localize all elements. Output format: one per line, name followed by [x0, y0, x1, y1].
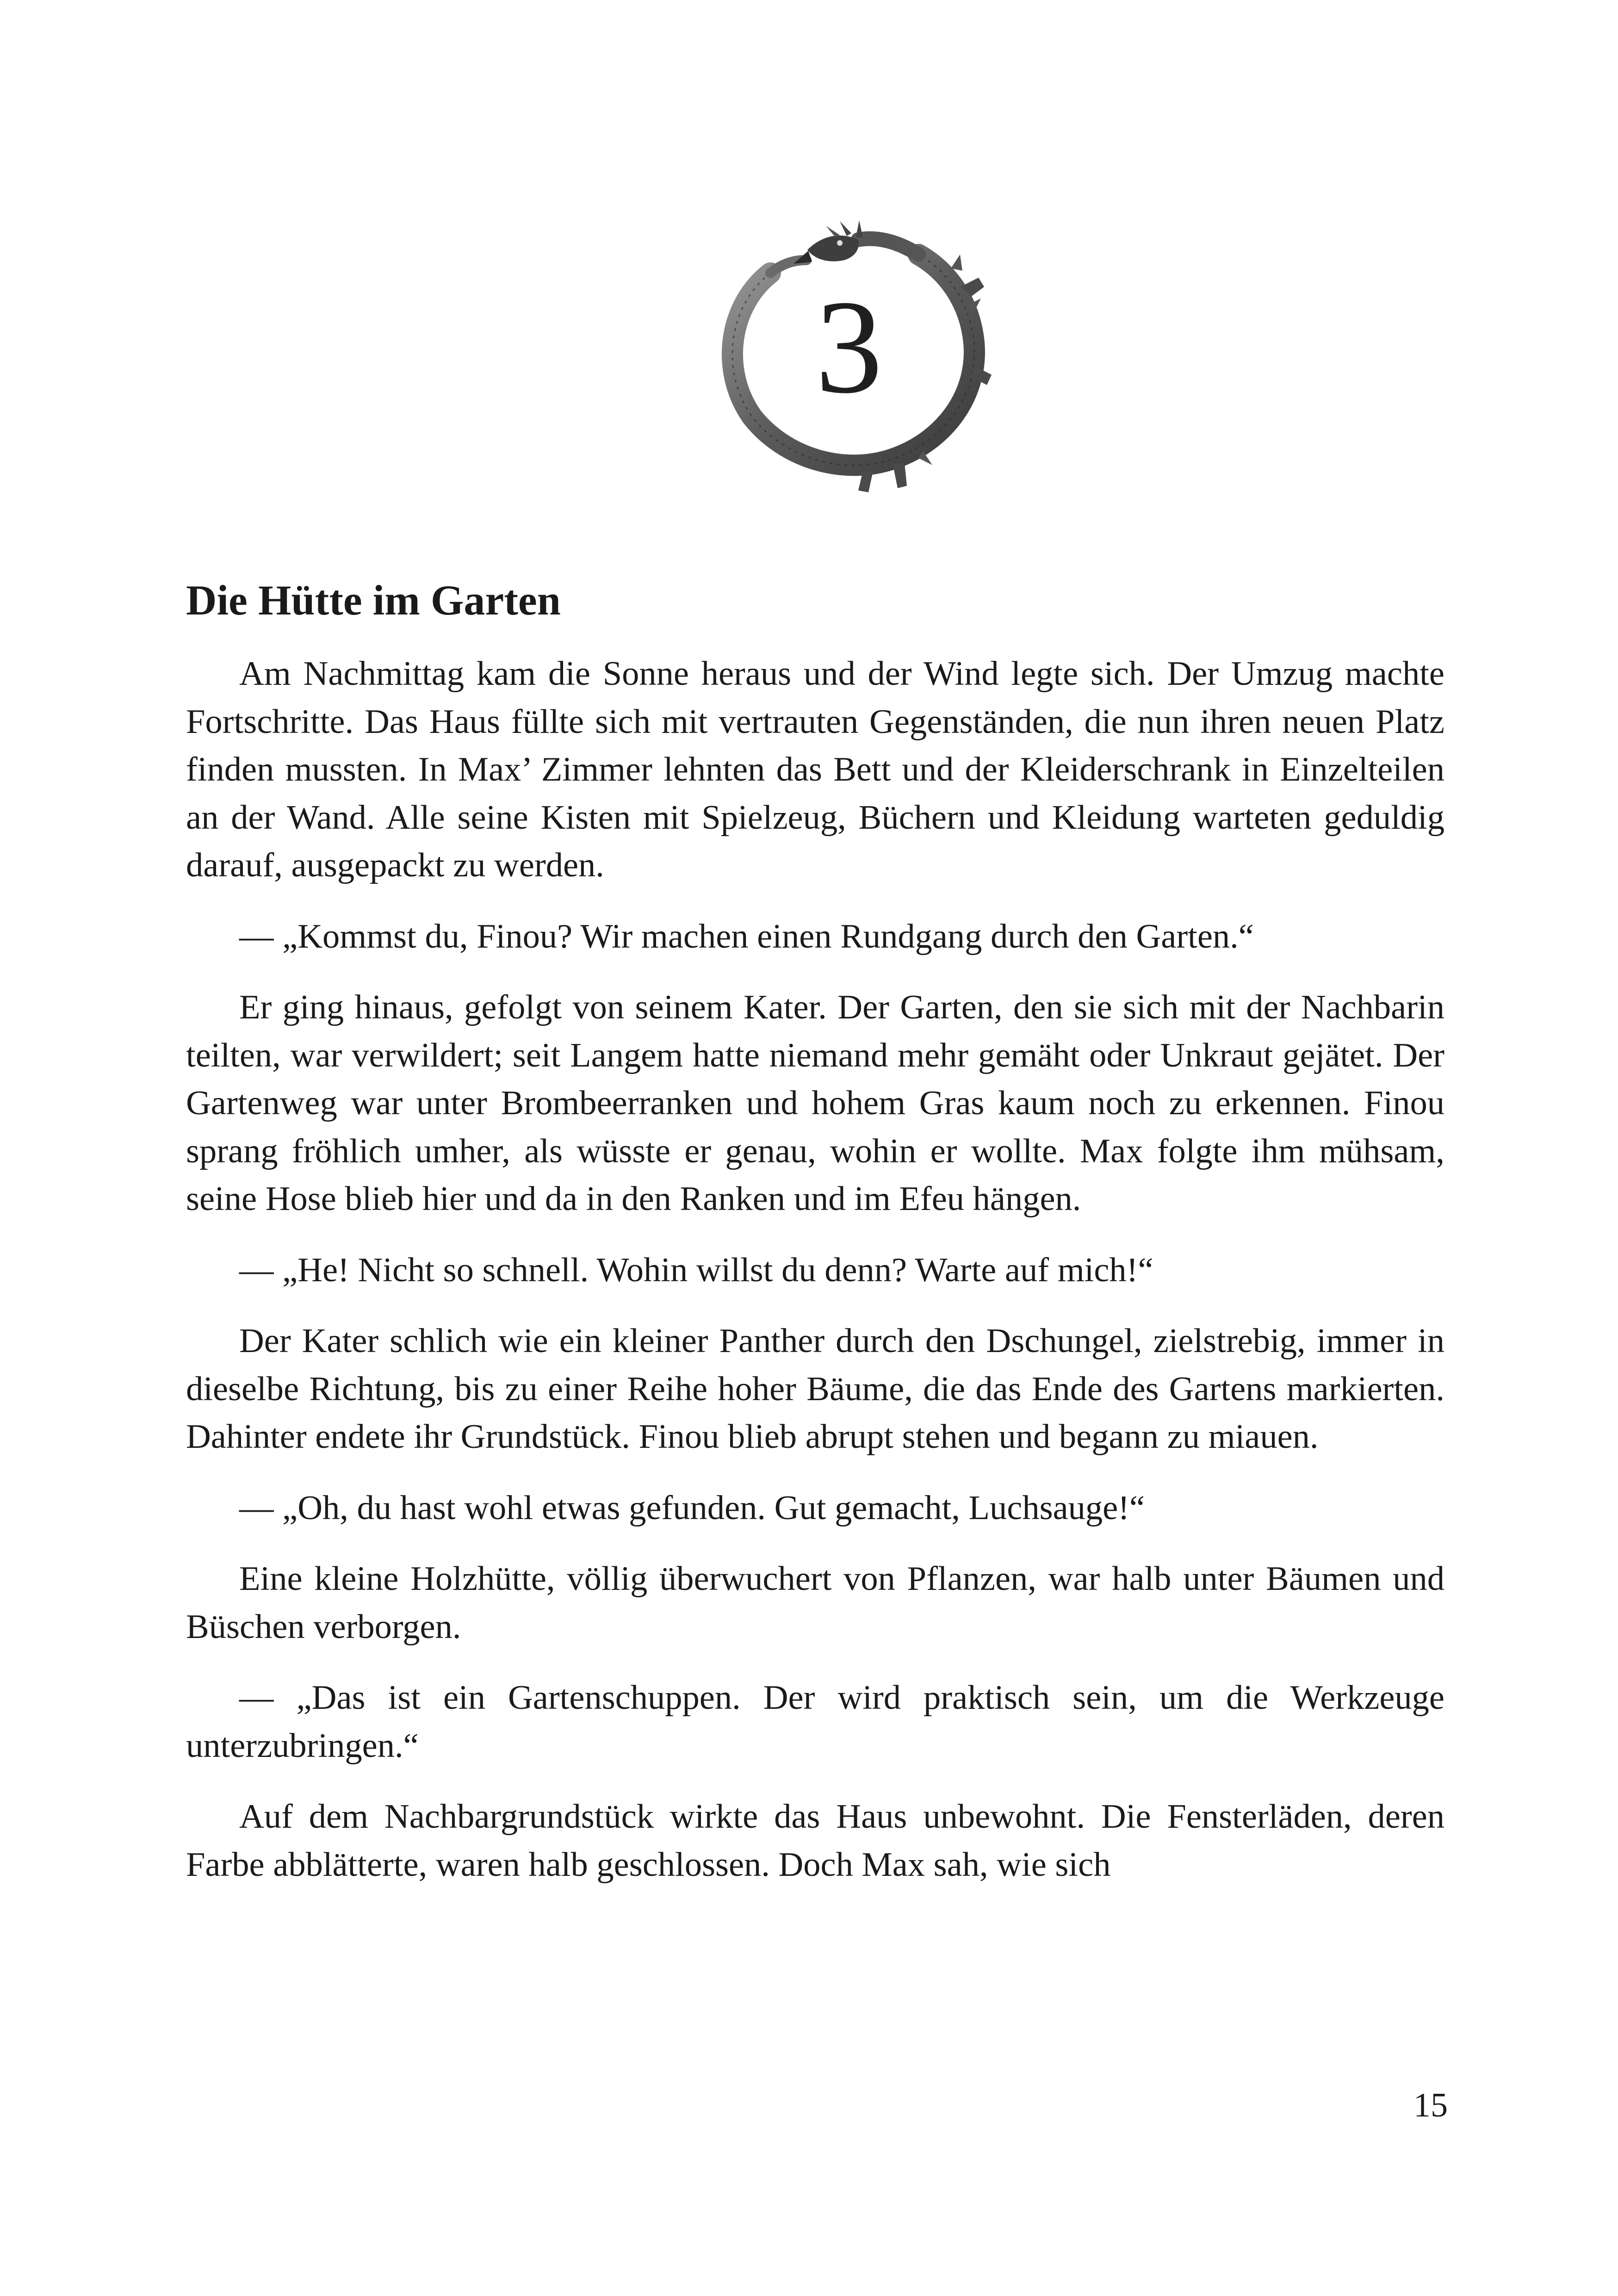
chapter-title: Die Hütte im Garten: [186, 577, 561, 624]
paragraph: Auf dem Nachbargrundstück wirkte das Haus unbewohnt. Die Fensterläden, deren Farbe abblätterte, waren halb geschlossen. Doch Max sah, wie sich: [186, 1798, 1444, 1884]
paragraph: Am Nachmittag kam die Sonne heraus und der Wind legte sich. Der Umzug machte Fortschritte. Das Haus füllte sich mit vertrauten Gegenständen, die nun ihren neuen Platz finden mussten. In Max’ Zimmer lehnten das Bett und der Kleiderschrank in Einzelteilen an der Wand. Alle seine Kisten mit Spielzeug, Büchern und Kleidung warteten geduldig darauf, ausgepackt zu werden.: [186, 655, 1444, 884]
paragraph: — „Oh, du hast wohl etwas gefunden. Gut gemacht, Luchsauge!“: [239, 1489, 1145, 1527]
page-number: 15: [1413, 2086, 1448, 2124]
paragraph: Eine kleine Holzhütte, völlig überwuchert von Pflanzen, war halb unter Bäumen und Büschen verborgen.: [186, 1560, 1444, 1646]
paragraph: — „He! Nicht so schnell. Wohin willst du denn? Warte auf mich!“: [239, 1251, 1153, 1289]
paragraph: — „Das ist ein Gartenschuppen. Der wird praktisch sein, um die Werkzeuge unterzubringen.“: [186, 1679, 1444, 1765]
chapter-body: [186, 650, 1444, 1912]
paragraph: Er ging hinaus, gefolgt von seinem Kater. Der Garten, den sie sich mit der Nachbarin teilten, war verwildert; seit Langem hatte niemand mehr gemäht oder Unkraut gejätet. Der Gartenweg war unter Brombeerranken und hohem Gras kaum noch zu erkennen. Finou sprang fröhlich umher, als wüsste er genau, wohin er wollte. Max folgte ihm mühsam, seine Hose blieb hier und da in den Ranken und im Efeu hängen.: [186, 988, 1444, 1218]
paragraph: Der Kater schlich wie ein kleiner Panther durch den Dschungel, zielstrebig, immer in dieselbe Richtung, bis zu einer Reihe hoher Bäume, die das Ende des Gartens markierten. Dahinter endete ihr Grundstück. Finou blieb abrupt stehen und begann zu miauen.: [186, 1322, 1444, 1456]
chapter-number: 3: [815, 273, 883, 421]
paragraph: — „Kommst du, Finou? Wir machen einen Rundgang durch den Garten.“: [239, 917, 1254, 956]
